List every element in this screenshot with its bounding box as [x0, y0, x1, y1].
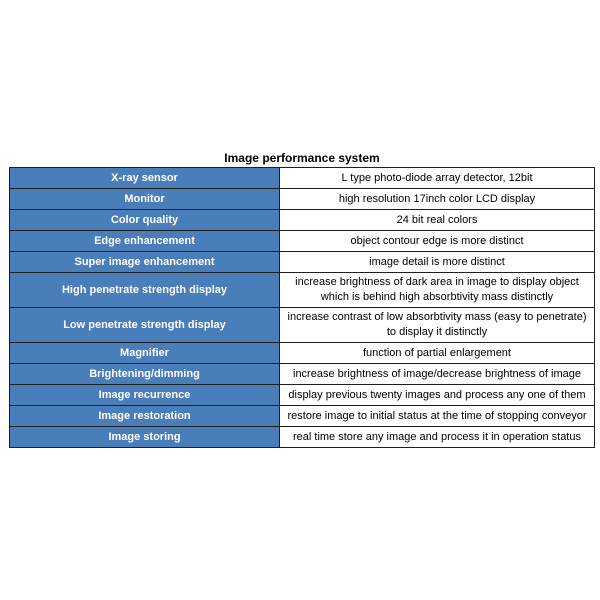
- table-row: [10, 231, 595, 252]
- row-label: X-ray sensor: [10, 168, 280, 189]
- row-label: Monitor: [10, 189, 280, 210]
- row-label: Image storing: [10, 427, 280, 448]
- table-row: [10, 273, 595, 308]
- row-value: restore image to initial status at the time of stopping conveyor: [280, 406, 595, 427]
- row-value: L type photo-diode array detector, 12bit: [280, 168, 595, 189]
- table-row: [10, 210, 595, 231]
- table-row: [10, 189, 595, 210]
- table-row: [10, 385, 595, 406]
- row-value: display previous twenty images and process any one of them: [280, 385, 595, 406]
- row-label: Brightening/dimming: [10, 364, 280, 385]
- table-row: [10, 168, 595, 189]
- table-title: Image performance system: [224, 151, 380, 165]
- row-value: real time store any image and process it in operation status: [280, 427, 595, 448]
- table-row: [10, 427, 595, 448]
- row-label: Low penetrate strength display: [10, 308, 280, 343]
- row-value: increase contrast of low absorbtivity mass (easy to penetrate) to display it distinctly: [280, 308, 595, 343]
- table-row: [10, 308, 595, 343]
- row-value: function of partial enlargement: [280, 343, 595, 364]
- row-value: 24 bit real colors: [280, 210, 595, 231]
- table-row: [10, 252, 595, 273]
- row-label: Image recurrence: [10, 385, 280, 406]
- spec-table: [9, 167, 595, 448]
- row-label: Edge enhancement: [10, 231, 280, 252]
- row-label: High penetrate strength display: [10, 273, 280, 308]
- table-row: [10, 406, 595, 427]
- row-value: object contour edge is more distinct: [280, 231, 595, 252]
- row-label: Magnifier: [10, 343, 280, 364]
- row-value: increase brightness of dark area in image to display object which is behind high absorbtivity mass distinctly: [280, 273, 595, 308]
- row-label: Color quality: [10, 210, 280, 231]
- row-value: image detail is more distinct: [280, 252, 595, 273]
- table-row: [10, 343, 595, 364]
- row-value: increase brightness of image/decrease brightness of image: [280, 364, 595, 385]
- row-label: Super image enhancement: [10, 252, 280, 273]
- table-row: [10, 364, 595, 385]
- row-label: Image restoration: [10, 406, 280, 427]
- row-value: high resolution 17inch color LCD display: [280, 189, 595, 210]
